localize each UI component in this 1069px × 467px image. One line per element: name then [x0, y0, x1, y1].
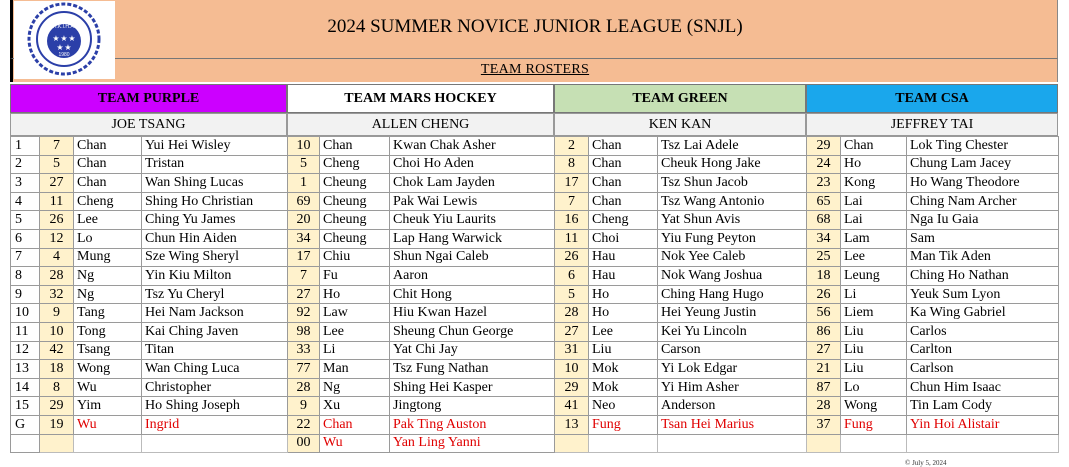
jersey-number-green: 17 [555, 174, 589, 193]
first-name-csa: Yin Hoi Alistair [907, 415, 1059, 434]
first-name-green: Ching Hang Hugo [658, 285, 807, 304]
team-name: TEAM PURPLE [97, 91, 200, 106]
team-mars-header [287, 84, 554, 113]
table-row [11, 397, 1059, 416]
jersey-number-green: 8 [555, 155, 589, 174]
first-name-csa: Yeuk Sum Lyon [907, 285, 1059, 304]
jersey-number-csa [807, 434, 841, 453]
row-index: 4 [11, 192, 40, 211]
row-index: 13 [11, 360, 40, 379]
jersey-number-green: 13 [555, 415, 589, 434]
last-name-csa: Liu [841, 360, 907, 379]
last-name-green: Cheng [589, 211, 658, 230]
svg-text:★: ★ [64, 43, 72, 52]
last-name-green: Chan [589, 174, 658, 193]
first-name-mars: Chok Lam Jayden [390, 174, 555, 193]
logo-text: H.K.I.H.A. [52, 24, 76, 30]
last-name-csa: Chan [841, 137, 907, 156]
last-name-csa: Liu [841, 341, 907, 360]
jersey-number-mars: 28 [288, 378, 320, 397]
last-name-purple: Lee [74, 211, 142, 230]
jersey-number-green: 26 [555, 248, 589, 267]
table-row [11, 378, 1059, 397]
jersey-number-purple: 19 [40, 415, 74, 434]
last-name-mars: Cheung [320, 192, 390, 211]
jersey-number-purple: 12 [40, 229, 74, 248]
jersey-number-csa: 24 [807, 155, 841, 174]
last-name-purple: Wu [74, 415, 142, 434]
last-name-green: Mok [589, 360, 658, 379]
jersey-number-purple: 18 [40, 360, 74, 379]
svg-text:★: ★ [60, 34, 68, 43]
jersey-number-csa: 26 [807, 285, 841, 304]
team-name: TEAM CSA [895, 91, 969, 106]
first-name-purple: Yui Hei Wisley [142, 137, 288, 156]
last-name-csa: Wong [841, 397, 907, 416]
first-name-purple: Wan Ching Luca [142, 360, 288, 379]
last-name-purple: Lo [74, 229, 142, 248]
last-name-purple: Chan [74, 155, 142, 174]
first-name-green [658, 434, 807, 453]
last-name-green: Hau [589, 267, 658, 286]
coach-green [554, 113, 806, 136]
last-name-purple: Mung [74, 248, 142, 267]
jersey-number-mars: 1 [288, 174, 320, 193]
jersey-number-csa: 29 [807, 137, 841, 156]
row-index: 3 [11, 174, 40, 193]
last-name-csa: Leung [841, 267, 907, 286]
last-name-mars: Cheung [320, 174, 390, 193]
table-row [11, 341, 1059, 360]
jersey-number-purple: 10 [40, 322, 74, 341]
last-name-green: Chan [589, 192, 658, 211]
jersey-number-green: 10 [555, 360, 589, 379]
first-name-purple: Titan [142, 341, 288, 360]
last-name-green: Lee [589, 322, 658, 341]
last-name-purple: Tong [74, 322, 142, 341]
first-name-mars: Pak Wai Lewis [390, 192, 555, 211]
logo-year: 1980 [58, 52, 70, 58]
last-name-mars: Li [320, 341, 390, 360]
jersey-number-csa: 34 [807, 229, 841, 248]
first-name-purple: Christopher [142, 378, 288, 397]
jersey-number-mars: 22 [288, 415, 320, 434]
last-name-purple: Tang [74, 304, 142, 323]
jersey-number-purple: 5 [40, 155, 74, 174]
svg-text:★: ★ [52, 34, 60, 43]
last-name-mars: Chan [320, 415, 390, 434]
jersey-number-mars: 98 [288, 322, 320, 341]
row-index: 10 [11, 304, 40, 323]
first-name-csa: Man Tik Aden [907, 248, 1059, 267]
first-name-purple: Sze Wing Sheryl [142, 248, 288, 267]
jersey-number-green: 16 [555, 211, 589, 230]
table-row [11, 192, 1059, 211]
last-name-csa: Liem [841, 304, 907, 323]
jersey-number-mars: 5 [288, 155, 320, 174]
svg-text:★: ★ [56, 43, 64, 52]
last-name-csa: Fung [841, 415, 907, 434]
jersey-number-green [555, 434, 589, 453]
jersey-number-mars: 33 [288, 341, 320, 360]
first-name-green: Tsz Lai Adele [658, 137, 807, 156]
table-row [11, 415, 1059, 434]
last-name-green: Chan [589, 137, 658, 156]
last-name-green: Ho [589, 285, 658, 304]
last-name-green: Hau [589, 248, 658, 267]
last-name-csa [841, 434, 907, 453]
table-row [11, 434, 1059, 453]
first-name-csa [907, 434, 1059, 453]
jersey-number-csa: 68 [807, 211, 841, 230]
jersey-number-purple [40, 434, 74, 453]
first-name-purple: Shing Ho Christian [142, 192, 288, 211]
first-name-green: Kei Yu Lincoln [658, 322, 807, 341]
first-name-green: Tsz Shun Jacob [658, 174, 807, 193]
first-name-csa: Sam [907, 229, 1059, 248]
association-logo [14, 1, 115, 79]
first-name-csa: Chung Lam Jacey [907, 155, 1059, 174]
last-name-mars: Wu [320, 434, 390, 453]
svg-text:★: ★ [68, 34, 76, 43]
jersey-number-green: 6 [555, 267, 589, 286]
subtitle-banner [10, 58, 1058, 82]
first-name-green: Anderson [658, 397, 807, 416]
last-name-mars: Law [320, 304, 390, 323]
first-name-green: Yi Lok Edgar [658, 360, 807, 379]
last-name-csa: Kong [841, 174, 907, 193]
jersey-number-green: 11 [555, 229, 589, 248]
first-name-green: Nok Yee Caleb [658, 248, 807, 267]
first-name-csa: Carlson [907, 360, 1059, 379]
last-name-purple: Chan [74, 137, 142, 156]
row-index [11, 434, 40, 453]
table-row [11, 267, 1059, 286]
last-name-csa: Ho [841, 155, 907, 174]
row-index: 15 [11, 397, 40, 416]
first-name-mars: Lap Hang Warwick [390, 229, 555, 248]
jersey-number-csa: 25 [807, 248, 841, 267]
row-index: 2 [11, 155, 40, 174]
row-index: 9 [11, 285, 40, 304]
team-green-header [554, 84, 806, 113]
jersey-number-purple: 28 [40, 267, 74, 286]
first-name-csa: Ching Ho Nathan [907, 267, 1059, 286]
first-name-green: Hei Yeung Justin [658, 304, 807, 323]
page-title: 2024 SUMMER NOVICE JUNIOR LEAGUE (SNJL) [327, 16, 743, 37]
jersey-number-green: 41 [555, 397, 589, 416]
last-name-green: Liu [589, 341, 658, 360]
coach-name: KEN KAN [648, 117, 712, 132]
footnote: © July 5, 2024 [905, 459, 947, 467]
last-name-mars: Cheung [320, 211, 390, 230]
team-name: TEAM MARS HOCKEY [344, 91, 497, 106]
table-row [11, 229, 1059, 248]
first-name-mars: Choi Ho Aden [390, 155, 555, 174]
row-index: 6 [11, 229, 40, 248]
first-name-mars: Yat Chi Jay [390, 341, 555, 360]
last-name-csa: Lo [841, 378, 907, 397]
table-row [11, 211, 1059, 230]
last-name-green: Choi [589, 229, 658, 248]
first-name-csa: Carlton [907, 341, 1059, 360]
jersey-number-csa: 56 [807, 304, 841, 323]
row-index: 5 [11, 211, 40, 230]
first-name-purple: Tristan [142, 155, 288, 174]
last-name-csa: Liu [841, 322, 907, 341]
table-row [11, 137, 1059, 156]
first-name-csa: Tin Lam Cody [907, 397, 1059, 416]
jersey-number-mars: 17 [288, 248, 320, 267]
jersey-number-mars: 00 [288, 434, 320, 453]
last-name-mars: Cheng [320, 155, 390, 174]
last-name-csa: Lai [841, 211, 907, 230]
jersey-number-mars: 10 [288, 137, 320, 156]
first-name-csa: Lok Ting Chester [907, 137, 1059, 156]
jersey-number-green: 2 [555, 137, 589, 156]
jersey-number-green: 27 [555, 322, 589, 341]
team-purple-header [10, 84, 287, 113]
team-name: TEAM GREEN [632, 91, 728, 106]
last-name-mars: Chiu [320, 248, 390, 267]
first-name-csa: Nga Iu Gaia [907, 211, 1059, 230]
jersey-number-purple: 32 [40, 285, 74, 304]
first-name-csa: Carlos [907, 322, 1059, 341]
last-name-mars: Cheung [320, 229, 390, 248]
jersey-number-csa: 87 [807, 378, 841, 397]
first-name-csa: Ho Wang Theodore [907, 174, 1059, 193]
first-name-purple: Kai Ching Javen [142, 322, 288, 341]
last-name-mars: Man [320, 360, 390, 379]
first-name-csa: Chun Him Isaac [907, 378, 1059, 397]
row-index: 7 [11, 248, 40, 267]
page-subtitle: TEAM ROSTERS [480, 62, 590, 77]
table-row [11, 360, 1059, 379]
first-name-green: Yi Him Asher [658, 378, 807, 397]
jersey-number-csa: 86 [807, 322, 841, 341]
jersey-number-mars: 20 [288, 211, 320, 230]
jersey-number-csa: 18 [807, 267, 841, 286]
last-name-purple [74, 434, 142, 453]
last-name-mars: Ho [320, 285, 390, 304]
last-name-purple: Ng [74, 267, 142, 286]
jersey-number-csa: 27 [807, 341, 841, 360]
table-row [11, 155, 1059, 174]
first-name-mars: Cheuk Yiu Laurits [390, 211, 555, 230]
first-name-purple: Tsz Yu Cheryl [142, 285, 288, 304]
first-name-mars: Hiu Kwan Hazel [390, 304, 555, 323]
jersey-number-mars: 69 [288, 192, 320, 211]
jersey-number-purple: 26 [40, 211, 74, 230]
first-name-mars: Jingtong [390, 397, 555, 416]
first-name-purple: Wan Shing Lucas [142, 174, 288, 193]
row-index: 11 [11, 322, 40, 341]
row-index: 14 [11, 378, 40, 397]
coach-name: JOE TSANG [111, 117, 186, 132]
jersey-number-csa: 37 [807, 415, 841, 434]
last-name-green: Chan [589, 155, 658, 174]
first-name-purple: Chun Hin Aiden [142, 229, 288, 248]
row-index: 8 [11, 267, 40, 286]
jersey-number-green: 7 [555, 192, 589, 211]
last-name-purple: Cheng [74, 192, 142, 211]
jersey-number-purple: 11 [40, 192, 74, 211]
coach-name: JEFFREY TAI [890, 117, 974, 132]
jersey-number-mars: 9 [288, 397, 320, 416]
first-name-purple [142, 434, 288, 453]
last-name-green: Ho [589, 304, 658, 323]
last-name-green: Fung [589, 415, 658, 434]
jersey-number-mars: 92 [288, 304, 320, 323]
first-name-green: Tsz Wang Antonio [658, 192, 807, 211]
last-name-mars: Lee [320, 322, 390, 341]
last-name-csa: Lee [841, 248, 907, 267]
jersey-number-csa: 28 [807, 397, 841, 416]
first-name-green: Yat Shun Avis [658, 211, 807, 230]
first-name-purple: Ho Shing Joseph [142, 397, 288, 416]
table-row [11, 174, 1059, 193]
last-name-csa: Lai [841, 192, 907, 211]
first-name-green: Yiu Fung Peyton [658, 229, 807, 248]
jersey-number-mars: 27 [288, 285, 320, 304]
jersey-number-purple: 42 [40, 341, 74, 360]
first-name-purple: Hei Nam Jackson [142, 304, 288, 323]
table-row [11, 304, 1059, 323]
jersey-number-purple: 29 [40, 397, 74, 416]
first-name-purple: Ching Yu James [142, 211, 288, 230]
jersey-number-purple: 7 [40, 137, 74, 156]
last-name-purple: Yim [74, 397, 142, 416]
hkiha-logo-icon [14, 1, 115, 79]
table-row [11, 248, 1059, 267]
first-name-green: Tsan Hei Marius [658, 415, 807, 434]
last-name-csa: Lam [841, 229, 907, 248]
last-name-mars: Chan [320, 137, 390, 156]
first-name-csa: Ka Wing Gabriel [907, 304, 1059, 323]
coach-name: ALLEN CHENG [371, 117, 470, 132]
last-name-purple: Tsang [74, 341, 142, 360]
first-name-mars: Sheung Chun George [390, 322, 555, 341]
last-name-green: Neo [589, 397, 658, 416]
last-name-mars: Fu [320, 267, 390, 286]
jersey-number-csa: 65 [807, 192, 841, 211]
jersey-number-green: 5 [555, 285, 589, 304]
first-name-green: Cheuk Hong Jake [658, 155, 807, 174]
jersey-number-purple: 9 [40, 304, 74, 323]
first-name-green: Carson [658, 341, 807, 360]
jersey-number-purple: 8 [40, 378, 74, 397]
jersey-number-purple: 27 [40, 174, 74, 193]
jersey-number-green: 28 [555, 304, 589, 323]
last-name-mars: Ng [320, 378, 390, 397]
jersey-number-csa: 21 [807, 360, 841, 379]
jersey-number-green: 31 [555, 341, 589, 360]
roster-table [10, 136, 1059, 453]
first-name-csa: Ching Nam Archer [907, 192, 1059, 211]
coach-csa [806, 113, 1058, 136]
first-name-mars: Shing Hei Kasper [390, 378, 555, 397]
last-name-purple: Chan [74, 174, 142, 193]
last-name-mars: Xu [320, 397, 390, 416]
team-csa-header [806, 84, 1058, 113]
coach-purple [10, 113, 287, 136]
first-name-mars: Yan Ling Yanni [390, 434, 555, 453]
last-name-purple: Wong [74, 360, 142, 379]
first-name-mars: Kwan Chak Asher [390, 137, 555, 156]
first-name-mars: Tsz Fung Nathan [390, 360, 555, 379]
last-name-green [589, 434, 658, 453]
first-name-mars: Chit Hong [390, 285, 555, 304]
row-index: 1 [11, 137, 40, 156]
row-index: G [11, 415, 40, 434]
last-name-purple: Ng [74, 285, 142, 304]
first-name-mars: Shun Ngai Caleb [390, 248, 555, 267]
title-banner [10, 0, 1058, 58]
first-name-mars: Pak Ting Auston [390, 415, 555, 434]
jersey-number-mars: 7 [288, 267, 320, 286]
last-name-green: Mok [589, 378, 658, 397]
last-name-csa: Li [841, 285, 907, 304]
table-row [11, 322, 1059, 341]
jersey-number-mars: 34 [288, 229, 320, 248]
first-name-green: Nok Wang Joshua [658, 267, 807, 286]
jersey-number-csa: 23 [807, 174, 841, 193]
table-row [11, 285, 1059, 304]
coach-mars [287, 113, 554, 136]
last-name-purple: Wu [74, 378, 142, 397]
first-name-mars: Aaron [390, 267, 555, 286]
jersey-number-purple: 4 [40, 248, 74, 267]
row-index: 12 [11, 341, 40, 360]
jersey-number-mars: 77 [288, 360, 320, 379]
jersey-number-green: 29 [555, 378, 589, 397]
first-name-purple: Yin Kiu Milton [142, 267, 288, 286]
first-name-purple: Ingrid [142, 415, 288, 434]
